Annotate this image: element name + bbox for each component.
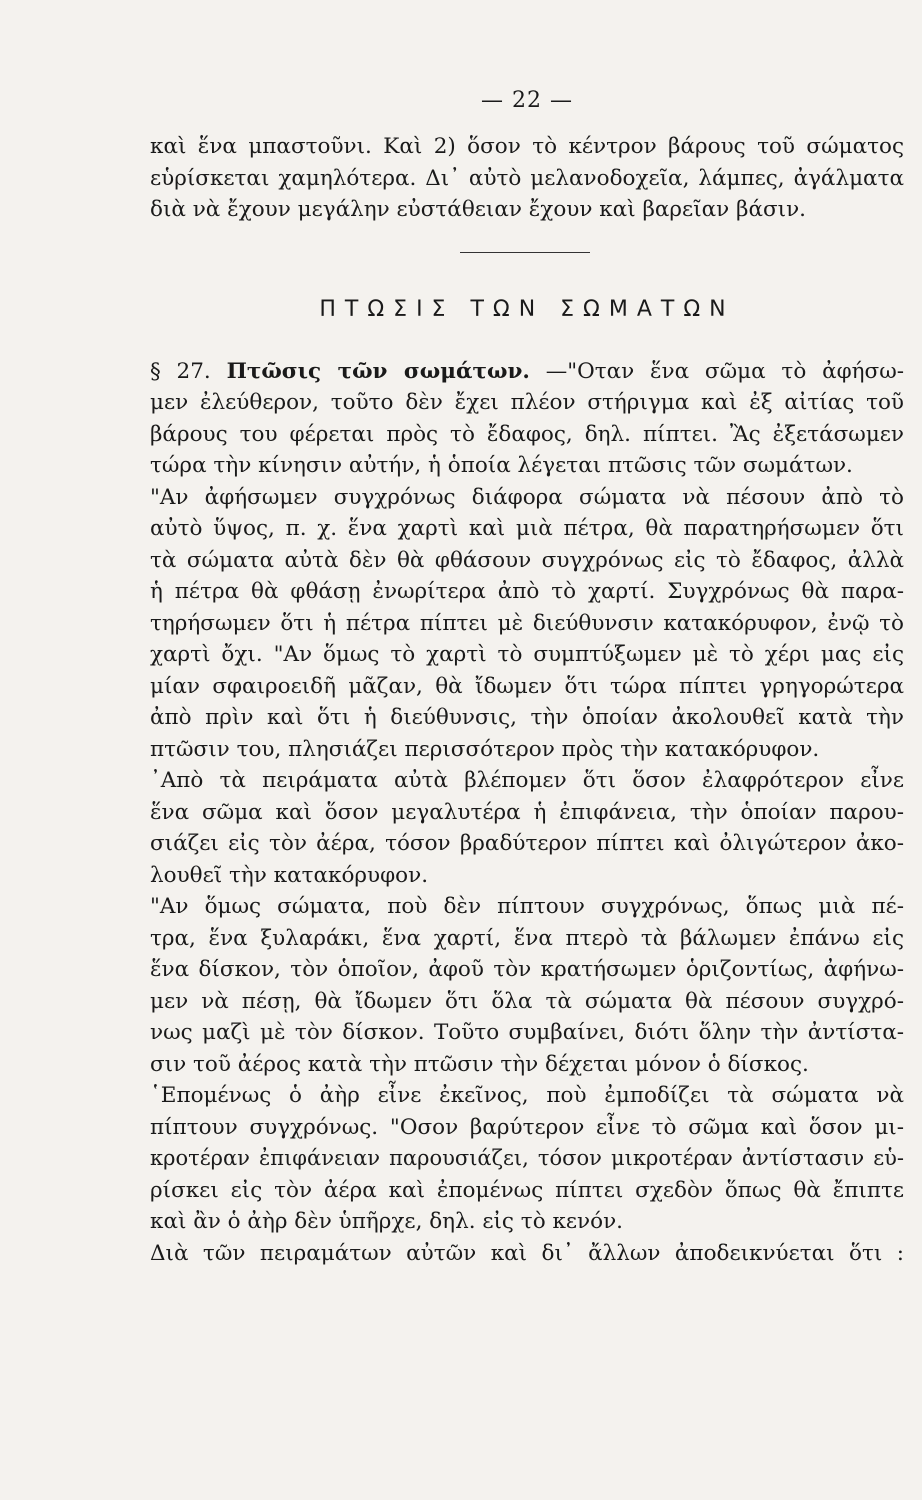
text-line: Διὰ τῶν πειραμάτων αὐτῶν καὶ δι᾽ ἄλλων ἀποδεικνύεται ὅτι : <box>150 1240 904 1266</box>
text-line: καὶ ἂν ὁ ἀὴρ δὲν ὑπῆρχε, δηλ. εἰς τὸ κενόν. <box>150 1209 623 1234</box>
text-line: ῾Επομένως ὁ ἀὴρ εἶνε ἐκεῖνος, ποὺ ἐμποδίζει τὰ σώματα νὰ <box>150 1083 904 1108</box>
text-line: ρίσκει εἰς τὸν ἀέρα καὶ ἐπομένως πίπτει σχεδὸν ὅπως θὰ ἔπιπτε <box>150 1177 904 1203</box>
section-number: § 27. <box>150 358 211 384</box>
text-line: λουθεῖ τὴν κατακόρυφον. <box>150 862 429 888</box>
section-divider <box>460 252 590 253</box>
text-line: ᾽Απὸ τὰ πειράματα αὐτὰ βλέπομεν ὅτι ὅσον ἐλαφρότερον εἶνε <box>150 768 904 793</box>
text-line: χαρτὶ ὄχι. "Αν ὅμως τὸ χαρτὶ τὸ συμπτύξωμεν μὲ τὸ χέρι μας εἰς <box>150 642 904 667</box>
text-line: τρα, ἕνα ξυλαράκι, ἕνα χαρτί, ἕνα πτερὸ τὰ βάλωμεν ἐπάνω εἰς <box>150 925 904 951</box>
body-text <box>150 387 904 1269</box>
text-line: ἕνα σῶμα καὶ ὅσον μεγαλυτέρα ἡ ἐπιφάνεια, τὴν ὁποίαν παρου- <box>150 799 904 825</box>
text-line: σιν τοῦ ἀέρος κατὰ τὴν πτῶσιν τὴν δέχεται μόνον ὁ δίσκος. <box>150 1051 809 1077</box>
page-number: — 22 — <box>481 88 573 113</box>
text-line: τὰ σώματα αὐτὰ δὲν θὰ φθάσουν συγχρόνως εἰς τὸ ἔδαφος, ἀλλὰ <box>150 547 904 573</box>
text-line: πίπτουν συγχρόνως. "Οσον βαρύτερον εἶνε τὸ σῶμα καὶ ὅσον μι- <box>150 1114 904 1140</box>
text-line: "Αν ἀφήσωμεν συγχρόνως διάφορα σώματα νὰ πέσουν ἀπὸ τὸ <box>150 484 904 510</box>
section-first-text: —"Οταν ἕνα σῶμα τὸ ἀφήσω- <box>545 358 904 384</box>
text-line: κροτέραν ἐπιφάνειαν παρουσιάζει, τόσον μικροτέραν ἀντίστασιν εὑ- <box>150 1146 904 1170</box>
section-title: Πτῶσις τῶν σωμάτων. <box>226 358 530 384</box>
intro-paragraph <box>150 131 904 226</box>
text-line: πτῶσιν του, πλησιάζει περισσότερον πρὸς τὴν κατακόρυφον. <box>150 736 820 762</box>
text-line: μεν ἐλεύθερον, τοῦτο δὲν ἔχει πλέον στήριγμα καὶ ἐξ αἰτίας τοῦ <box>150 390 904 415</box>
text-line: τώρα τὴν κίνησιν αὐτήν, ἡ ὁποία λέγεται πτῶσις τῶν σωμάτων. <box>150 453 853 478</box>
text-line: ἕνα δίσκον, τὸν ὁποῖον, ἀφοῦ τὸν κρατήσωμεν ὁριζοντίως, ἀφήνω- <box>150 957 904 982</box>
text-line: "Αν ὅμως σώματα, ποὺ δὲν πίπτουν συγχρόνως, ὅπως μιὰ πέ- <box>150 894 904 919</box>
text-line: σιάζει εἰς τὸν ἀέρα, τόσον βραδύτερον πίπτει καὶ ὀλιγώτερον ἀκο- <box>150 831 904 856</box>
text-line: καὶ ἕνα μπαστοῦνι. Καὶ 2) ὅσον τὸ κέντρον βάρους τοῦ σώματος <box>150 134 904 159</box>
text-line: βάρους του φέρεται πρὸς τὸ ἔδαφος, δηλ. πίπτει. Ἂς ἐξετάσωμεν <box>150 421 904 447</box>
section-title-line <box>150 356 904 388</box>
chapter-heading: ΠΤΩΣΙΣ ΤΩΝ ΣΩΜΑΤΩΝ <box>319 296 735 322</box>
text-line: αὐτὸ ὕψος, π. χ. ἕνα χαρτὶ καὶ μιὰ πέτρα, θὰ παρατηρήσωμεν ὅτι <box>150 516 904 541</box>
text-line: μίαν σφαιροειδῆ μᾶζαν, θὰ ἴδωμεν ὅτι τώρα πίπτει γρηγορώτερα <box>150 673 904 699</box>
text-line: εὑρίσκεται χαμηλότερα. Δι᾽ αὐτὸ μελανοδοχεῖα, λάμπες, ἀγάλματα <box>150 165 904 191</box>
text-line: νως μαζὶ μὲ τὸν δίσκον. Τοῦτο συμβαίνει, διότι ὅλην τὴν ἀντίστα- <box>150 1020 904 1045</box>
text-line: τηρήσωμεν ὅτι ἡ πέτρα πίπτει μὲ διεύθυνσιν κατακόρυφον, ἐνῷ τὸ <box>150 610 904 636</box>
text-line: ἡ πέτρα θὰ φθάσῃ ἐνωρίτερα ἀπὸ τὸ χαρτί. Συγχρόνως θὰ παρα- <box>150 579 904 604</box>
text-line: μεν νὰ πέσῃ, θὰ ἴδωμεν ὅτι ὅλα τὰ σώματα θὰ πέσουν συγχρό- <box>150 988 904 1014</box>
text-line: ἀπὸ πρὶν καὶ ὅτι ἡ διεύθυνσις, τὴν ὁποίαν ἀκολουθεῖ κατὰ τὴν <box>150 705 904 730</box>
text-line: διὰ νὰ ἔχουν μεγάλην εὐστάθειαν ἔχουν καὶ βαρεῖαν βάσιν. <box>150 197 807 222</box>
